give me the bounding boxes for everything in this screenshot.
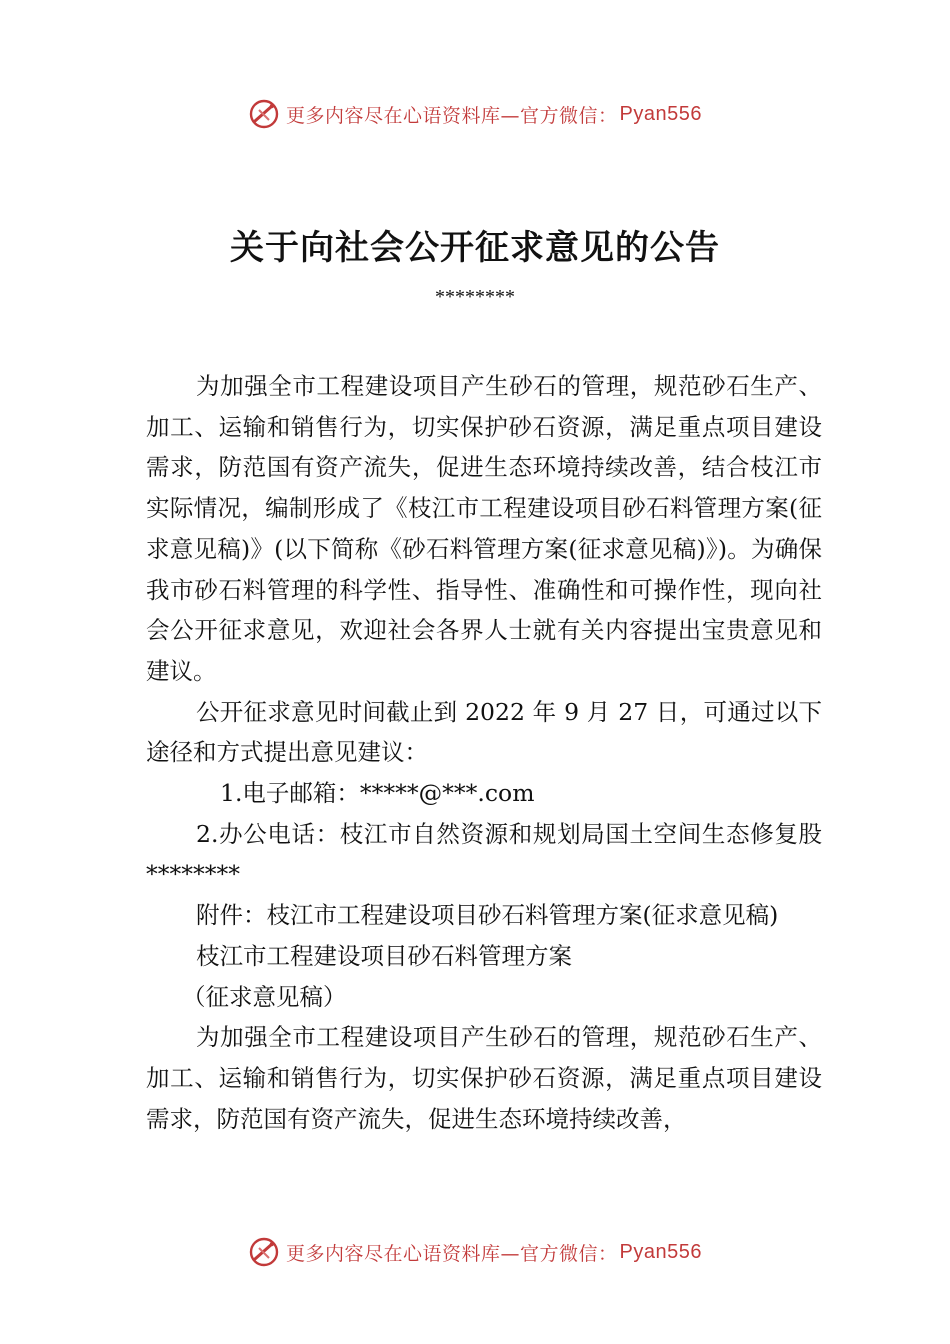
logo-icon	[248, 98, 280, 130]
banner-text: 更多内容尽在心语资料库—官方微信：	[286, 1242, 618, 1265]
paragraph-intro: 为加强全市工程建设项目产生砂石的管理，规范砂石生产、加工、运输和销售行为，切实保护砂石资源，满足重点项目建设需求，防范国有资产流失，促进生态环境持续改善，结合枝江市实际情况，编制形成了《枝江市工程建设项目砂石料管理方案(征求意见稿)》(以下简称《砂石料管理方案(征求意见稿)》)。为确保我市砂石料管理的科学性、指导性、准确性和可操作性，现向社会公开征求意见，欢迎社会各界人士就有关内容提出宝贵意见和建议。	[146, 372, 822, 685]
attachment-line: 附件：枝江市工程建设项目砂石料管理方案(征求意见稿)	[196, 901, 779, 930]
paragraph-attachment-intro: 为加强全市工程建设项目产生砂石的管理，规范砂石生产、加工、运输和销售行为，切实保护砂石资源，满足重点项目建设需求，防范国有资产流失，促进生态环境持续改善，	[146, 1023, 822, 1133]
paragraph-deadline: 公开征求意见时间截止到 2022 年 9 月 27 日，可通过以下途径和方式提出意见建议：	[146, 697, 822, 767]
contact-phone: 2.办公电话：枝江市自然资源和规划局国土空间生态修复股 ********	[146, 819, 822, 889]
footer-banner	[0, 1232, 950, 1272]
header-banner	[0, 94, 950, 134]
banner-wechat-id: Pyan556	[619, 1240, 702, 1263]
logo-icon	[248, 1236, 280, 1268]
document-title: 关于向社会公开征求意见的公告	[230, 228, 720, 268]
document-body	[146, 366, 822, 1139]
contact-email: 1.电子邮箱：*****@***.com	[220, 779, 535, 808]
attachment-subtitle: （征求意见稿）	[182, 982, 347, 1011]
document-subtitle: ********	[435, 286, 515, 308]
attachment-title: 枝江市工程建设项目砂石料管理方案	[196, 941, 572, 970]
banner-wechat-id: Pyan556	[619, 102, 702, 125]
banner-text: 更多内容尽在心语资料库—官方微信：	[286, 104, 618, 127]
